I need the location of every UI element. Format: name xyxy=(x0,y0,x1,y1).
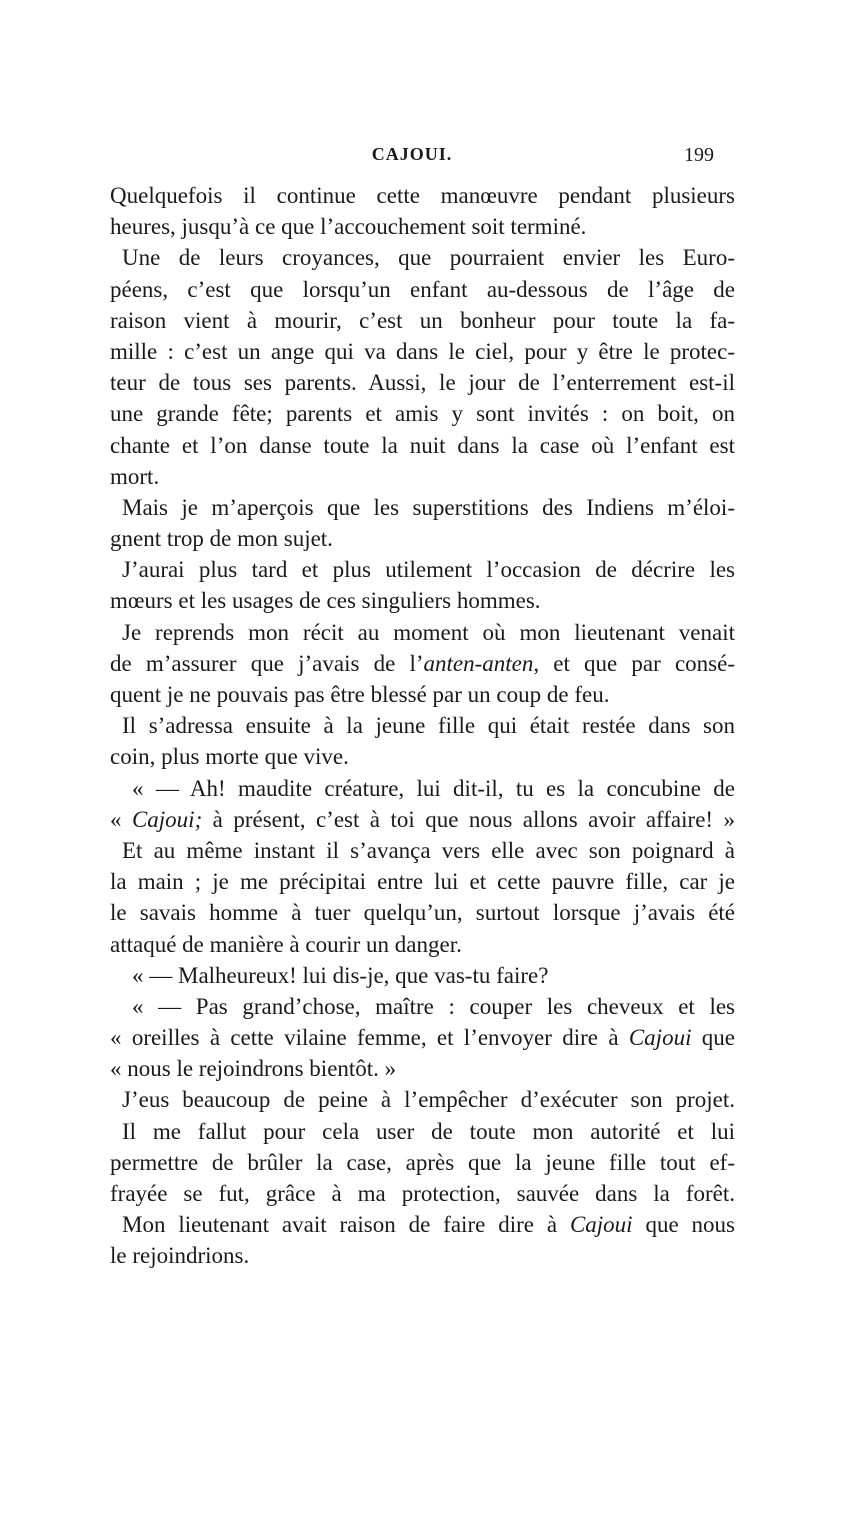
text-line: Et au même instant il s’avança vers elle avec son poignard à xyxy=(122,837,735,863)
text-run: de m’assurer que j’avais de l’ xyxy=(110,650,424,676)
text-line: frayée se fut, grâce à ma protection, sauvée dans la forêt. xyxy=(110,1181,735,1206)
text-line: heures, jusqu’à ce que l’accouchement soit terminé. xyxy=(110,214,587,240)
text-line: Quelquefois il continue cette manœuvre pendant plusieurs xyxy=(110,183,735,208)
text-line: mort. xyxy=(110,463,160,489)
text-run: « oreilles à cette vilaine femme, et l’envoyer dire à xyxy=(110,1025,629,1051)
text-line: « — Ah! maudite créature, lui dit-il, tu es la concubine de xyxy=(132,775,735,801)
page-number: 199 xyxy=(684,144,714,166)
text-run: « xyxy=(110,806,132,832)
text-line: mœurs et les usages de ces singuliers hommes. xyxy=(110,588,541,614)
text-line: Une de leurs croyances, que pourraient envier les Euro- xyxy=(122,245,735,271)
text-line: la main ; je me précipitai entre lui et cette pauvre fille, car je xyxy=(110,869,735,895)
italic-term: Cajoui xyxy=(628,1025,692,1051)
text-line: Il s’adressa ensuite à la jeune fille qui était restée dans son xyxy=(122,713,735,739)
text-line: Il me fallut pour cela user de toute mon autorité et lui xyxy=(122,1118,735,1144)
text-line: attaqué de manière à courir un danger. xyxy=(110,931,462,957)
text-line: quent je ne pouvais pas être blessé par un coup de feu. xyxy=(110,682,610,707)
text-line: Mais je m’aperçois que les superstitions des Indiens m’éloi- xyxy=(122,494,735,520)
text-run: Mon lieutenant avait raison de faire dire à xyxy=(122,1212,570,1238)
text-line: coin, plus morte que vive. xyxy=(110,744,349,770)
text-run: que xyxy=(691,1025,735,1051)
text-line: « — Malheureux! lui dis-je, que vas-tu faire? xyxy=(132,962,549,988)
text-run: que nous xyxy=(632,1212,735,1238)
italic-term: Cajoui xyxy=(569,1212,633,1238)
text-body xyxy=(110,180,735,1272)
text-line: gnent trop de mon sujet. xyxy=(110,526,333,552)
text-run: à présent, c’est à toi que nous allons avoir affaire! » xyxy=(202,806,735,832)
text-line xyxy=(110,648,735,679)
text-line: chante et l’on danse toute la nuit dans la case où l’enfant est xyxy=(110,432,735,458)
text-line: J’eus beaucoup de peine à l’empêcher d’exécuter son projet. xyxy=(122,1087,735,1113)
text-line: mille : c’est un ange qui va dans le ciel, pour y être le protec- xyxy=(110,338,735,364)
text-line: le savais homme à tuer quelqu’un, surtout lorsque j’avais été xyxy=(110,900,735,926)
text-line: une grande fête; parents et amis y sont invités : on boit, on xyxy=(110,401,735,427)
text-line: raison vient à mourir, c’est un bonheur pour toute la fa- xyxy=(110,307,735,333)
text-line xyxy=(110,804,735,835)
text-line: J’aurai plus tard et plus utilement l’occasion de décrire les xyxy=(122,557,735,583)
text-run: , et que par consé- xyxy=(533,650,735,676)
text-line: permettre de brûler la case, après que la jeune fille tout ef- xyxy=(110,1149,735,1175)
text-line: Je reprends mon récit au moment où mon lieutenant venait xyxy=(122,619,735,645)
text-line: « nous le rejoindrons bientôt. » xyxy=(110,1056,397,1082)
text-line: péens, c’est que lorsqu’un enfant au-dessous de l’âge de xyxy=(110,276,735,302)
text-line: le rejoindrions. xyxy=(110,1243,250,1269)
italic-term: anten-anten xyxy=(423,650,534,676)
italic-term: Cajoui; xyxy=(131,806,203,832)
running-head xyxy=(110,144,714,174)
text-line: « — Pas grand’chose, maître : couper les cheveux et les xyxy=(132,993,735,1019)
running-title: CAJOUI. xyxy=(371,144,453,164)
text-line xyxy=(110,1022,735,1053)
text-line xyxy=(110,1209,735,1240)
text-line: teur de tous ses parents. Aussi, le jour de l’enterrement est-il xyxy=(110,370,735,396)
